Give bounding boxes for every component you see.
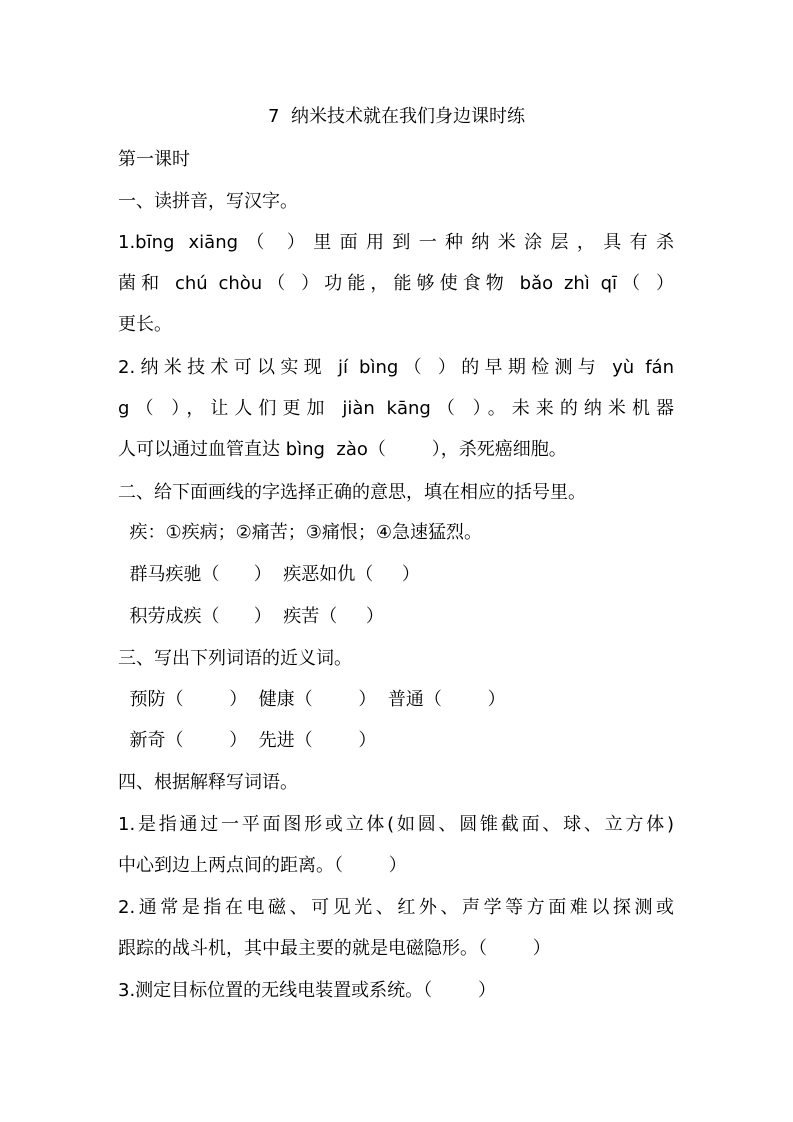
section3-heading: 三、写出下列词语的近义词。 <box>118 648 352 669</box>
section4-line: 2.通常是指在电磁、可见光、红外、声学等方面难以探测或 <box>118 897 674 918</box>
page-title: 7 纳米技术就在我们身边课时练 <box>268 106 525 127</box>
section4-line: 3.测定目标位置的无线电装置或系统。（ ） <box>118 980 496 1001</box>
section1-line: 更长。 <box>118 314 172 335</box>
lesson-label: 第一课时 <box>118 149 190 170</box>
section4-line: 跟踪的战斗机，其中最主要的就是电磁隐形。（ ） <box>118 938 551 959</box>
section2-line: 疾：①疾病；②痛苦；③痛恨；④急速猛烈。 <box>118 522 482 543</box>
section2-line: 积劳成疾（ ） 疾苦（ ） <box>118 606 384 627</box>
section2-heading: 二、给下面画线的字选择正确的意思，填在相应的括号里。 <box>118 482 586 503</box>
section3-line: 预防（ ） 健康（ ） 普通（ ） <box>118 689 506 710</box>
section1-line: 菌和 chú chòu（ ）功能，能够使食物 bǎo zhì qī（ ） <box>118 273 674 294</box>
section3-line: 新奇（ ） 先进（ ） <box>118 730 377 751</box>
section1-line: 1.bīng xiāng（ ）里面用到一种纳米涂层，具有杀 <box>118 232 674 253</box>
section4-line: 中心到边上两点间的距离。（ ） <box>118 855 407 876</box>
section4-line: 1.是指通过一平面图形或立体(如圆、圆锥截面、球、立方体) <box>118 814 674 835</box>
section1-heading: 一、读拼音，写汉字。 <box>118 191 298 212</box>
section1-line: g（ ），让人们更加 jiàn kāng（ ）。未来的纳米机器 <box>118 398 674 419</box>
section2-line: 群马疾驰（ ） 疾恶如仇（ ） <box>118 564 420 585</box>
section1-line: 人可以通过血管直达 bìng zào（ ），杀死癌细胞。 <box>118 439 567 460</box>
section4-heading: 四、根据解释写词语。 <box>118 772 298 793</box>
section1-line: 2.纳米技术可以实现 jí bìng（ ）的早期检测与 yù fán <box>118 357 674 378</box>
